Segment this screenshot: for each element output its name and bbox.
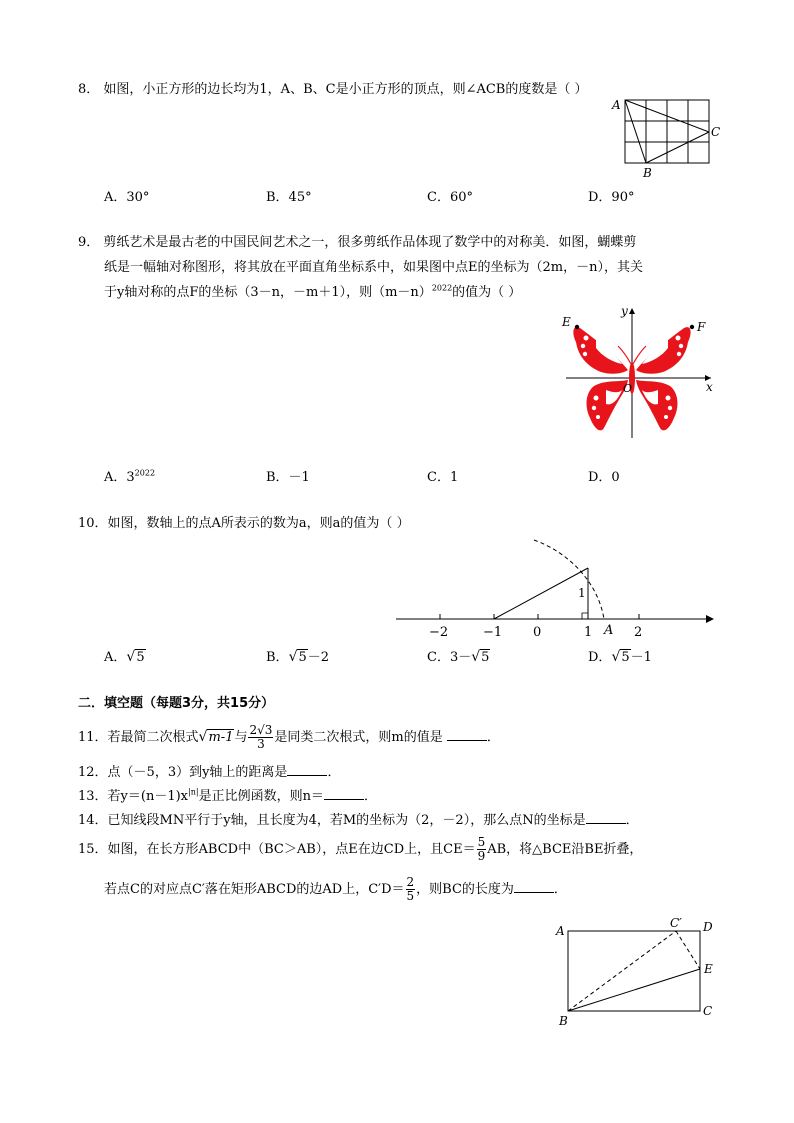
segment-cprime-e — [676, 931, 700, 969]
y-axis-arrow-icon — [629, 308, 635, 314]
q10-option-d[interactable]: D．√5－1 — [588, 649, 652, 665]
number-line-arrow-icon — [706, 615, 714, 623]
q8-label-A: A — [612, 98, 621, 112]
q9-option-c[interactable]: C．1 — [427, 470, 459, 485]
q9-option-a[interactable]: A．$3^{2022}$ — [104, 468, 156, 485]
q9-stem-line3: 于y轴对称的点F的坐标（3－n，－m＋1），则$(m-n)^{2022}$的值为（ ） — [104, 283, 522, 300]
q8-option-b[interactable]: B．45° — [266, 190, 312, 205]
q8-label-B: B — [643, 166, 652, 180]
q15-line1: 15．如图，在长方形ABCD中（BC＞AB），点E在边CD上，且CE＝ $\frac{5}{9}$ AB，将△BCE沿BE折叠， — [78, 835, 643, 863]
tick-label-2: 2 — [634, 625, 643, 640]
q9-stem-line2: 纸是一幅轴对称图形，将其放在平面直角坐标系中，如果图中点E的坐标为（2m，－n），其关 — [104, 260, 643, 275]
q10-option-c[interactable]: C．3－√5 — [427, 649, 490, 665]
right-angle-mark — [582, 613, 588, 619]
label-d: D — [703, 920, 713, 934]
rectangle-abcd — [568, 931, 700, 1011]
q8-option-c[interactable]: C．60° — [427, 190, 473, 205]
side-label: 1 — [578, 586, 586, 600]
q14: 14．已知线段MN平行于y轴，且长度为4，若M的坐标为（2，－2），那么点N的坐标是 ． — [78, 813, 639, 828]
tick-label-neg1: −1 — [483, 625, 503, 640]
q12-answer-blank[interactable] — [287, 763, 327, 776]
point-a-label: A — [604, 623, 614, 638]
q8-grid-figure — [600, 95, 725, 180]
q11-answer-blank[interactable] — [447, 728, 487, 741]
tick-label-1: 1 — [584, 625, 593, 640]
q10-option-a[interactable]: A．√5 — [104, 649, 145, 665]
q8-label-C: C — [711, 125, 721, 139]
label-y: y — [621, 304, 628, 318]
label-o: O — [623, 382, 633, 395]
q9-option-b[interactable]: B．－1 — [266, 470, 310, 485]
butterfly-figure — [556, 300, 726, 440]
segment-bcprime — [568, 931, 676, 1011]
label-e: E — [562, 315, 571, 329]
q15-line2: 若点C的对应点C′落在矩形ABCD的边AD上，C′D＝ $\frac{2}{5}$ ，则BC的长度为 ． — [104, 875, 567, 903]
tick-label-neg2: −2 — [429, 625, 449, 640]
q10-option-b[interactable]: B．√5－2 — [266, 649, 330, 665]
q13-answer-blank[interactable] — [324, 787, 364, 800]
q8-stem: 8． 如图，小正方形的边长均为1，A、B、C是小正方形的顶点，则∠ACB的度数是（ ） — [78, 82, 588, 97]
section-heading: 二．填空题（每题3分，共15分） — [78, 696, 275, 711]
label-c: C — [703, 1004, 713, 1018]
number-line-figure — [390, 535, 720, 645]
q9-stem-line1: 9． 剪纸艺术是最古老的中国民间艺术之一，很多剪纸作品体现了数学中的对称美．如图，蝴蝶剪 — [78, 235, 637, 250]
q13: 13．若$y=(n-1)x^{|n|}$是正比例函数，则n＝ ． — [78, 787, 377, 804]
point-f — [690, 325, 694, 329]
q12: 12．点（－5，3）到y轴上的距离是 ． — [78, 765, 341, 780]
label-f: F — [697, 320, 706, 334]
tick-label-0: 0 — [533, 625, 542, 640]
q9-option-d[interactable]: D．0 — [588, 470, 620, 485]
label-a: A — [556, 924, 565, 938]
q11: 11．若最简二次根式√m-1与 $\frac{2√3}{3}$ 是同类二次根式，则m的值是 ． — [78, 723, 500, 751]
q10-stem: 10．如图，数轴上的点A所表示的数为a，则a的值为（ ） — [78, 516, 410, 531]
label-e: E — [704, 962, 713, 976]
q15-answer-blank[interactable] — [514, 880, 554, 893]
arc — [534, 540, 604, 619]
label-c-prime: C′ — [670, 916, 682, 930]
q14-answer-blank[interactable] — [586, 811, 626, 824]
q8-option-a[interactable]: A．30° — [104, 190, 150, 205]
q8-option-d[interactable]: D．90° — [588, 190, 635, 205]
segment-be — [568, 969, 700, 1011]
label-x: x — [706, 380, 713, 394]
point-e — [575, 325, 579, 329]
rectangle-fold-figure — [553, 915, 723, 1030]
label-b: B — [559, 1014, 568, 1028]
